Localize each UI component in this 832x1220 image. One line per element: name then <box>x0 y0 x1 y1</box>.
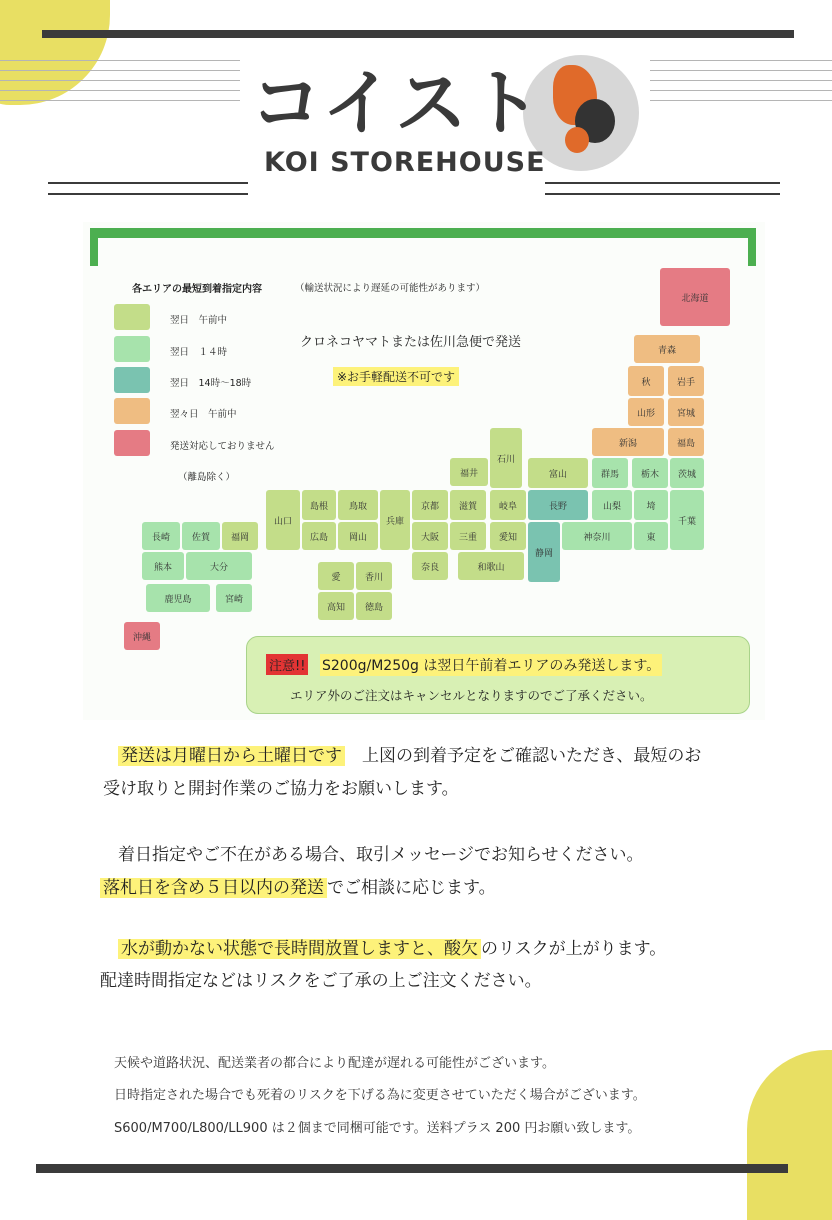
pref-oita: 大分 <box>186 552 252 580</box>
legend-swatch <box>114 398 150 424</box>
decor-line <box>650 60 832 61</box>
pref-hyogo: 兵庫 <box>380 490 410 550</box>
pref-nagano: 長野 <box>528 490 588 520</box>
divider-line <box>48 182 248 184</box>
pref-yamagata: 山形 <box>628 398 664 426</box>
shipping-days-highlight: 発送は月曜日から土曜日です <box>118 746 345 766</box>
paragraph-2-line-2 <box>100 873 496 898</box>
oxygen-risk-highlight: 水が動かない状態で長時間放置しますと、酸欠 <box>118 939 481 959</box>
legend-label: 発送対応しておりません <box>170 441 275 452</box>
pref-hiroshima: 広島 <box>302 522 336 550</box>
legend-label: 翌々日 午前中 <box>170 409 237 420</box>
decor-line <box>0 80 240 81</box>
footer-note-1: 天候や道路状況、配送業者の都合により配達が遅れる可能性がございます。 <box>114 1056 555 1071</box>
map-frame-left <box>90 228 98 266</box>
carrier-text: クロネコヤマトまたは佐川急便で発送 <box>300 335 522 350</box>
pref-tottori: 鳥取 <box>338 490 378 520</box>
pref-aichi: 愛知 <box>490 522 526 550</box>
pref-kagoshima: 鹿児島 <box>146 584 210 612</box>
pref-chiba: 千葉 <box>670 490 704 550</box>
brand-name-jp: コイスト <box>250 61 544 145</box>
pref-yamaguchi: 山口 <box>266 490 300 550</box>
ship-window-highlight: 落札日を含め５日以内の発送 <box>100 878 327 898</box>
pref-kyoto: 京都 <box>412 490 448 520</box>
pref-saga: 佐賀 <box>182 522 220 550</box>
decor-line <box>650 100 832 101</box>
island-note: （離島除く） <box>178 472 236 483</box>
pref-nara: 奈良 <box>412 552 448 580</box>
pref-shizuoka: 静岡 <box>528 522 560 582</box>
paragraph-2-line-1: 着日指定やご不在がある場合、取引メッセージでお知らせください。 <box>118 845 644 865</box>
pref-kumamoto: 熊本 <box>142 552 184 580</box>
pref-osaka: 大阪 <box>412 522 448 550</box>
legend-swatch <box>114 304 150 330</box>
decor-blob-bottom-right <box>747 1050 832 1220</box>
paragraph-3-line-2: 配達時間指定などはリスクをご了承の上ご注文ください。 <box>100 971 542 991</box>
top-divider <box>42 30 794 38</box>
pref-wakayama: 和歌山 <box>458 552 524 580</box>
pref-okinawa: 沖縄 <box>124 622 160 650</box>
footer-note-3: S600/M700/L800/LL900 は２個まで同梱可能です。送料プラス 200 円お願い致します。 <box>114 1121 641 1136</box>
bottom-divider <box>36 1164 788 1173</box>
notice-tag: 注意!! <box>266 654 308 675</box>
pref-hokkaido: 北海道 <box>660 268 730 326</box>
pref-saitama: 埼 <box>634 490 668 520</box>
pref-mie: 三重 <box>450 522 486 550</box>
pref-ehime: 愛 <box>318 562 354 590</box>
pref-kanagawa: 神奈川 <box>562 522 632 550</box>
legend-label: 翌日 午前中 <box>170 315 228 326</box>
decor-line <box>650 70 832 71</box>
legend-swatch <box>114 367 150 393</box>
pref-fukuoka: 福岡 <box>222 522 258 550</box>
divider-line <box>545 193 780 195</box>
pref-shimane: 島根 <box>302 490 336 520</box>
legend-swatch <box>114 336 150 362</box>
decor-line <box>0 70 240 71</box>
legend-title: 各エリアの最短到着指定内容 <box>132 284 262 295</box>
footer-note-2: 日時指定された場合でも死着のリスクを下げる為に変更させていただく場合がございます。 <box>114 1088 646 1103</box>
pref-akita: 秋 <box>628 366 664 396</box>
p1-rest: 上図の到着予定をご確認いただき、最短のお <box>362 746 702 766</box>
decor-line <box>650 90 832 91</box>
pref-ishikawa: 石川 <box>490 428 522 488</box>
pref-okayama: 岡山 <box>338 522 378 550</box>
brand-logo <box>240 55 660 185</box>
paragraph-3-line-1 <box>118 934 666 959</box>
map-frame-top <box>90 228 756 238</box>
p3-rest: のリスクが上がります。 <box>481 939 667 959</box>
easy-ship-note: ※お手軽配送不可です <box>333 367 459 386</box>
divider-line <box>48 193 248 195</box>
pref-niigata: 新潟 <box>592 428 664 456</box>
paragraph-1-line-1 <box>118 741 701 766</box>
pref-yamanashi: 山梨 <box>592 490 632 520</box>
pref-fukui: 福井 <box>450 458 488 486</box>
pref-fukushima: 福島 <box>668 428 704 456</box>
pref-gifu: 岐阜 <box>490 490 526 520</box>
pref-kagawa: 香川 <box>356 562 392 590</box>
brand-name-en: KOI STOREHOUSE <box>264 147 546 178</box>
pref-toyama: 富山 <box>528 458 588 488</box>
notice-line2: エリア外のご注文はキャンセルとなりますのでご了承ください。 <box>290 688 653 703</box>
legend-label: 翌日 １４時 <box>170 347 228 358</box>
pref-tokyo: 東 <box>634 522 668 550</box>
pref-tokushima: 徳島 <box>356 592 392 620</box>
notice-line1: S200g/M250g は翌日午前着エリアのみ発送します。 <box>320 654 662 676</box>
legend-label: 翌日 14時〜18時 <box>170 378 252 389</box>
paragraph-1-line-2: 受け取りと開封作業のご協力をお願いします。 <box>103 779 459 799</box>
pref-miyagi: 宮城 <box>668 398 704 426</box>
pref-nagasaki: 長崎 <box>142 522 180 550</box>
map-frame-right <box>748 228 756 266</box>
pref-ibaraki: 茨城 <box>670 458 704 488</box>
pref-aomori: 青森 <box>634 335 700 363</box>
pref-tochigi: 栃木 <box>632 458 668 488</box>
decor-line <box>650 80 832 81</box>
pref-iwate: 岩手 <box>668 366 704 396</box>
p2-rest: でご相談に応じます。 <box>327 878 496 898</box>
pref-gunma: 群馬 <box>592 458 628 488</box>
pref-kochi: 高知 <box>318 592 354 620</box>
pref-shiga: 滋賀 <box>450 490 486 520</box>
legend-note: （輸送状況により遅延の可能性があります） <box>295 283 486 294</box>
decor-line <box>0 60 240 61</box>
legend-swatch <box>114 430 150 456</box>
decor-line <box>0 90 240 91</box>
pref-miyazaki: 宮崎 <box>216 584 252 612</box>
decor-line <box>0 100 240 101</box>
